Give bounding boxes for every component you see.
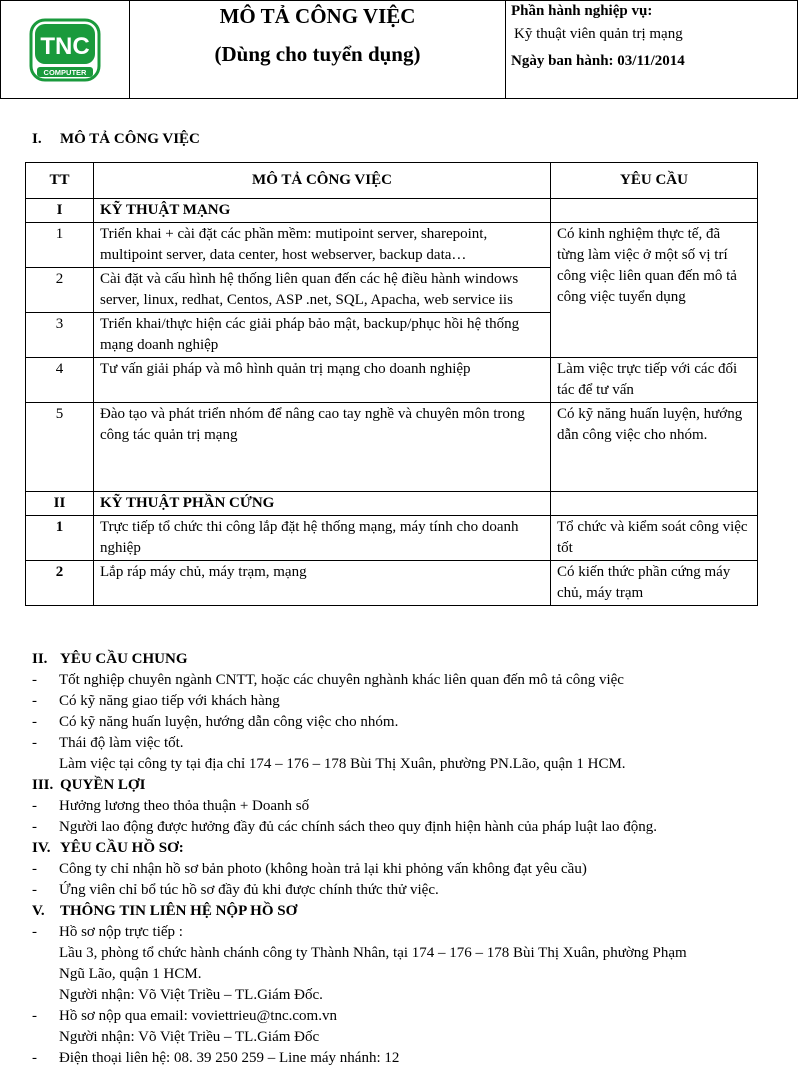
table-row: 1 Trực tiếp tổ chức thi công lắp đặt hệ thống mạng, máy tính cho doanh nghiệp Tổ chức và kiểm soát công việc tốt [26, 516, 758, 561]
dept-label: Phần hành nghiệp vụ: [511, 3, 653, 19]
group-row: I KỸ THUẬT MẠNG [26, 199, 758, 223]
table-header-row [26, 163, 758, 199]
direct-receiver: Người nhận: Võ Việt Triều – TL.Giám Đốc. [59, 987, 323, 1003]
list-item: - Tốt nghiệp chuyên ngành CNTT, hoặc các chuyên nghành khác liên quan đến mô tả công việc [32, 672, 624, 688]
job-table [25, 162, 758, 606]
table-row: 4 Tư vấn giải pháp và mô hình quản trị mạng cho doanh nghiệp Làm việc trực tiếp với các đối tác để tư vấn [26, 358, 758, 403]
list-item: - Có kỹ năng giao tiếp với khách hàng [32, 693, 280, 709]
email-receiver: Người nhận: Võ Việt Triều – TL.Giám Đốc [59, 1029, 320, 1045]
table-row: 3 Triển khai/thực hiện các giải pháp bảo mật, backup/phục hồi hệ thống mạng doanh nghiệp [26, 313, 758, 358]
list-item: - Có kỹ năng huấn luyện, hướng dẫn công việc cho nhóm. [32, 714, 399, 730]
list-item: - Hưởng lương theo thỏa thuận + Doanh số [32, 798, 310, 814]
list-item: - Ứng viên chỉ bổ túc hồ sơ đầy đủ khi được chính thức thử việc. [32, 882, 439, 898]
list-item: - Thái độ làm việc tốt. [32, 735, 184, 751]
doc-subtitle: (Dùng cho tuyển dụng) [214, 42, 421, 66]
section-5-heading: V. THÔNG TIN LIÊN HỆ NỘP HỒ SƠ [32, 903, 298, 919]
tnc-logo [29, 18, 101, 82]
list-item: - Điện thoại liên hệ: 08. 39 250 259 – Line máy nhánh: 12 [32, 1050, 400, 1066]
section-2-heading: II. YÊU CẦU CHUNG [32, 651, 188, 667]
direct-address-line1: Lầu 3, phòng tổ chức hành chánh công ty Thành Nhân, tại 174 – 176 – 178 Bùi Thị Xuân, phường Phạm [59, 945, 687, 961]
section-1-heading: I. MÔ TẢ CÔNG VIỆC [32, 131, 200, 147]
logo-sub-text: COMPUTER [43, 67, 87, 77]
section-4-heading: IV. YÊU CẦU HỒ SƠ: [32, 840, 184, 856]
col-header-req: YÊU CẦU [551, 163, 758, 199]
doc-title: MÔ TẢ CÔNG VIỆC [219, 4, 416, 28]
direct-address-line2: Ngũ Lão, quận 1 HCM. [59, 966, 202, 982]
table-row: 2 Cài đặt và cấu hình hệ thống liên quan đến các hệ điều hành windows server, linux, redhat, Centos, ASP .net, SQL, Apacha, web service iis [26, 268, 758, 313]
logo-text: TNC [40, 32, 90, 60]
list-item: - Hồ sơ nộp qua email: voviettrieu@tnc.com.vn [32, 1008, 337, 1024]
list-item: - Công ty chỉ nhận hồ sơ bản photo (không hoàn trả lại khi phỏng vấn không đạt yêu cầu) [32, 861, 587, 877]
workplace-note: Làm việc tại công ty tại địa chỉ 174 – 176 – 178 Bùi Thị Xuân, phường PN.Lão, quận 1 HCM. [59, 756, 626, 772]
table-row: 1 Triển khai + cài đặt các phần mềm: mutipoint server, sharepoint, multipoint server, data center, host webserver, backup data… Có kinh nghiệm thực tế, đã từng làm việc ở một số vị trí công việc liên quan đến mô tả công việc tuyển dụng [26, 223, 758, 268]
info-cell [506, 1, 797, 98]
issue-date: Ngày ban hành: 03/11/2014 [511, 53, 685, 69]
list-item: - Hồ sơ nộp trực tiếp : [32, 924, 183, 940]
col-header-tt: TT [26, 163, 94, 199]
document-header [0, 0, 798, 99]
logo-cell [1, 1, 130, 98]
merged-requirement: Có kinh nghiệm thực tế, đã từng làm việc ở một số vị trí công việc liên quan đến mô tả công việc tuyển dụng [551, 223, 758, 358]
dept-value: Kỹ thuật viên quản trị mạng [514, 26, 683, 42]
title-cell [130, 1, 506, 98]
list-item: - Người lao động được hưởng đầy đủ các chính sách theo quy định hiện hành của pháp luật lao động. [32, 819, 658, 835]
table-row: 2 Lắp ráp máy chủ, máy trạm, mạng Có kiến thức phần cứng máy chủ, máy trạm [26, 561, 758, 606]
group-row: II KỸ THUẬT PHẦN CỨNG [26, 492, 758, 516]
section-3-heading: III. QUYỀN LỢI [32, 777, 146, 793]
col-header-desc: MÔ TẢ CÔNG VIỆC [94, 163, 551, 199]
table-row: 5 Đào tạo và phát triển nhóm để nâng cao tay nghề và chuyên môn trong công tác quản trị mạng Có kỹ năng huấn luyện, hướng dẫn công việc cho nhóm. [26, 403, 758, 492]
sections-body [32, 649, 782, 1069]
